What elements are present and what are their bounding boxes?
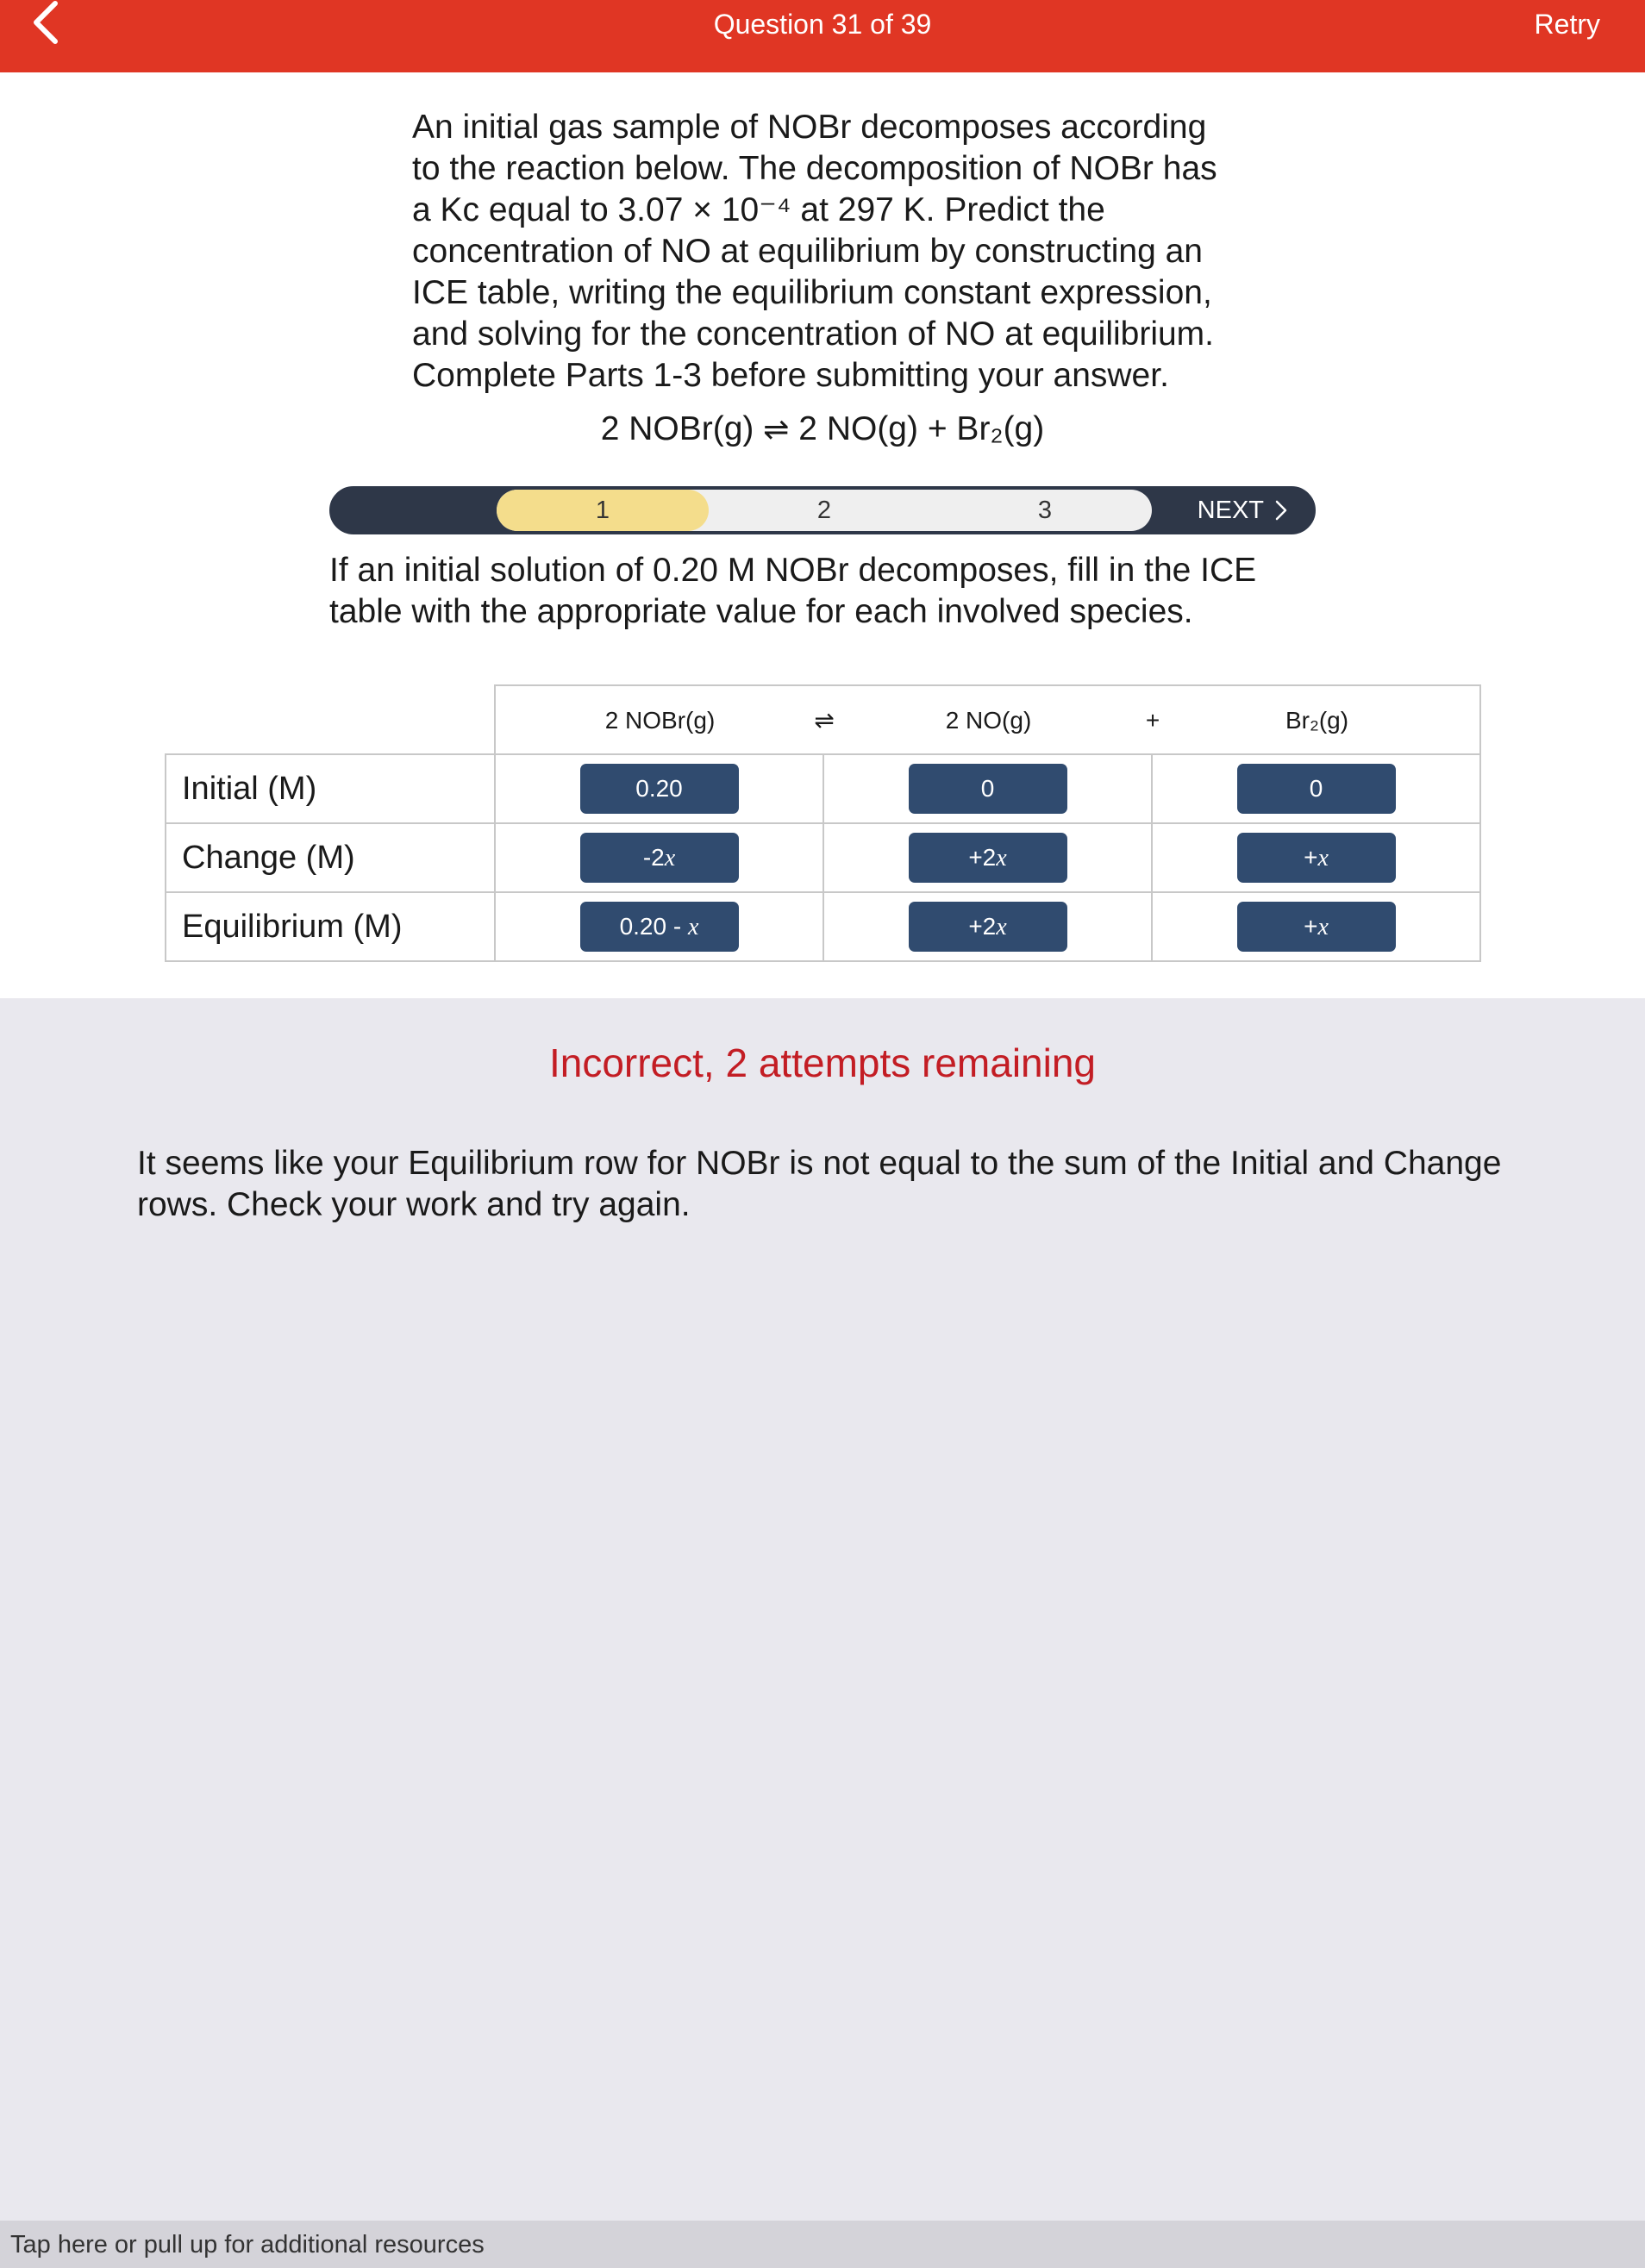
header-arrow-icon: ⇌ xyxy=(814,707,835,734)
step-1[interactable]: 1 xyxy=(497,490,709,531)
question-text: An initial gas sample of NOBr decomposes according to the reaction below. The decomposition of NOBr has a Kc equal to 3.07 × 10⁻⁴ at 297 K. Predict the concentration of NO at equilibrium by constructing an ICE table, writing the equilibrium constant expression, and solving for the concentration of NO at equilibrium. Complete Parts 1-3 before submitting your answer. xyxy=(412,109,1217,394)
value-prefix: + xyxy=(1304,913,1318,940)
feedback-message: It seems like your Equilibrium row for NOBr is not equal to the sum of the Initial and Change rows. Check your work and try again. xyxy=(137,1145,1502,1223)
value-button-change-no[interactable] xyxy=(909,833,1067,883)
resources-drawer[interactable] xyxy=(0,2221,1645,2268)
value-variable: x xyxy=(664,845,676,872)
species-br2: Br₂(g) xyxy=(1285,707,1349,734)
retry-button[interactable]: Retry xyxy=(1534,9,1600,40)
cell-change-no xyxy=(823,823,1152,892)
value-button-equilibrium-no[interactable] xyxy=(909,902,1067,952)
species-nobr: 2 NOBr(g) xyxy=(604,707,716,734)
ice-header xyxy=(495,685,1480,754)
cell-initial-no xyxy=(823,754,1152,823)
ice-row-initial xyxy=(166,754,1480,823)
next-label: NEXT xyxy=(1197,497,1264,524)
question-counter: Question 31 of 39 xyxy=(713,9,932,40)
value-button-change-nobr[interactable] xyxy=(580,833,739,883)
value-button-initial-no[interactable]: 0 xyxy=(909,764,1067,814)
value-prefix: -2 xyxy=(642,844,665,871)
header-blank xyxy=(166,685,495,754)
cell-equilibrium-br2 xyxy=(1152,892,1480,961)
header-plus: + xyxy=(1145,707,1160,734)
part-prompt: If an initial solution of 0.20 M NOBr decomposes, fill in the ICE table with the appropriate value for each involved species. xyxy=(329,552,1257,630)
steps-track xyxy=(497,490,1152,531)
value-prefix: + xyxy=(1304,844,1318,871)
value-prefix: +2 xyxy=(968,913,997,940)
cell-initial-nobr xyxy=(495,754,823,823)
question-panel xyxy=(0,72,1645,998)
step-2[interactable]: 2 xyxy=(816,497,832,524)
row-label-equilibrium: Equilibrium (M) xyxy=(166,892,495,961)
value-button-initial-nobr[interactable]: 0.20 xyxy=(580,764,739,814)
row-label-change: Change (M) xyxy=(166,823,495,892)
equilibrium-arrow-icon: ⇌ xyxy=(763,411,790,447)
part-stepper xyxy=(329,486,1316,534)
value-variable: x xyxy=(687,914,699,940)
species-no: 2 NO(g) xyxy=(945,707,1032,734)
top-bar xyxy=(0,0,1645,72)
value-variable: x xyxy=(996,914,1007,940)
value-button-change-br2[interactable] xyxy=(1237,833,1396,883)
reaction-equation xyxy=(0,410,1645,448)
value-button-initial-br2[interactable]: 0 xyxy=(1237,764,1396,814)
cell-change-nobr xyxy=(495,823,823,892)
cell-equilibrium-no xyxy=(823,892,1152,961)
ice-header-row xyxy=(166,685,1480,754)
equation-reactants: 2 NOBr(g) xyxy=(600,410,754,447)
step-3[interactable]: 3 xyxy=(1037,497,1053,524)
resources-drawer-label[interactable]: Tap here or pull up for additional resources xyxy=(10,2231,485,2259)
ice-row-equilibrium xyxy=(166,892,1480,961)
cell-initial-br2 xyxy=(1152,754,1480,823)
cell-equilibrium-nobr xyxy=(495,892,823,961)
ice-table xyxy=(165,684,1481,962)
feedback-title: Incorrect, 2 attempts remaining xyxy=(548,1040,1097,1085)
value-prefix: 0.20 - xyxy=(619,913,688,940)
ice-row-change xyxy=(166,823,1480,892)
chevron-right-icon xyxy=(1274,500,1288,521)
value-button-equilibrium-nobr[interactable] xyxy=(580,902,739,952)
cell-change-br2 xyxy=(1152,823,1480,892)
value-variable: x xyxy=(1317,914,1329,940)
value-variable: x xyxy=(1317,845,1329,872)
value-button-equilibrium-br2[interactable] xyxy=(1237,902,1396,952)
equation-products: 2 NO(g) + Br₂(g) xyxy=(798,410,1045,447)
row-label-initial: Initial (M) xyxy=(166,754,495,823)
next-button[interactable] xyxy=(1198,488,1288,533)
value-variable: x xyxy=(996,845,1007,872)
value-prefix: +2 xyxy=(968,844,997,871)
